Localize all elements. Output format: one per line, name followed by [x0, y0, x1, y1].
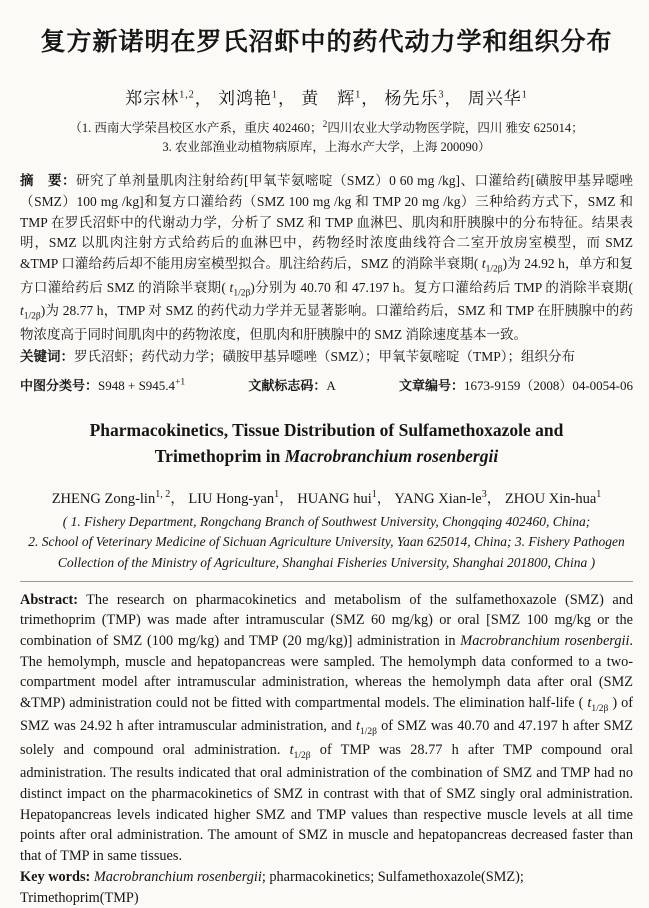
chinese-affiliation-line-1: （1. 西南大学荣昌校区水产系，重庆 402460；$^2$四川农业大学动物医学院，四川 雅安 625014；	[69, 120, 584, 136]
author-name: ZHOU Xin-hua	[504, 491, 597, 508]
english-affiliation-line-3: Collection of the Ministry of Agriculture, Shanghai Fisheries University, Shanghai 201800, China )	[57, 554, 596, 570]
author-superscript: 1	[272, 89, 278, 101]
author-name: 周兴华	[467, 89, 522, 108]
english-affiliation-line-1: ( 1. Fishery Department, Rongchang Branch of Southwest University, Chongqing 402460, China;	[62, 514, 591, 530]
author-superscript: 3	[438, 89, 445, 101]
english-affiliation-line-2: 2. School of Veterinary Medicine of Sichuan Agriculture University, Yaan 625014, China; 3. Fishery Pathogen	[28, 534, 625, 550]
author-separator: ，	[279, 491, 294, 508]
author-superscript: 3	[481, 489, 487, 501]
author-name: YANG Xian-le	[394, 491, 482, 508]
english-title	[50, 418, 603, 469]
author-separator: ，	[170, 491, 185, 508]
author-name: LIU Hong-yan	[188, 491, 275, 508]
english-abstract: Abstract: The research on pharmacokinetics and metabolism of the sulfamethoxazole (SMZ) and trimethoprim (TMP) was made after intramuscular (SMZ 60 mg/kg) or oral [SMZ 100 mg/kg or the combination of SMZ (100 mg/kg) and TMP (20 mg/kg)] administration in Macrobranchium rosenbergii. The hemolymph, muscle and hepatopancreas were sampled. The hemolymph data conformed to a two-compartment model after intramuscular administration, whereas the hemolymph data after oral (SMZ &TMP) administration could not be fitted with compartmental models. The elimination half-life ( $t_{1/2\beta}$ ) of SMZ was 24.92 h after intramuscular administration, and $t_{1/2\beta}$ of SMZ was 40.70 and 47.197 h after SMZ solely and compound oral administration. $t_{1/2\beta}$ of TMP was 28.77 h after TMP compound oral administration. The results indicated that oral administration of the combination of SMZ and TMP had no distinct impact on the pharmacokinetics of SMZ in contrast with that of SMZ singly oral administration. Hepatopancreas levels indicated higher SMZ and TMP values than respective muscle levels at all time points after oral administration. The amount of SMZ in muscle and hepatopancreas decreased faster than that of TMP in same tissues.	[20, 591, 633, 864]
document-code: 文献标志码：A	[248, 378, 336, 394]
author-separator: ，	[361, 89, 380, 108]
author-superscript: 1	[274, 489, 280, 501]
english-title-line2: Trimethoprim in Macrobranchium rosenbergii	[154, 445, 499, 466]
chinese-affiliation-line-2: 3. 农业部渔业动植物病原库，上海水产大学，上海 200090）	[162, 139, 491, 154]
author-superscript: 1	[355, 89, 362, 101]
author-name: ZHENG Zong-lin	[51, 491, 156, 508]
chinese-author-line	[20, 84, 633, 109]
author-separator: ，	[376, 491, 392, 508]
author-separator: ，	[444, 89, 463, 108]
author-superscript: 1,2	[179, 89, 195, 101]
english-author	[505, 491, 601, 507]
english-author-line	[20, 487, 633, 508]
chinese-abstract: 摘 要：研究了单剂量肌肉注射给药[甲氧苄氨嘧啶（SMZ）0 60 mg /kg]、口灌给药[磺胺甲基异噁唑（SMZ）100 mg /kg]和复方口灌给药（SMZ 100 mg /kg 和 TMP 20 mg /kg）三种给药方式下，SMZ 和 TMP 在罗氏沼虾中的代谢动力学，分析了 SMZ 和 TMP 血淋巴、肌肉和肝胰腺中的分布特征。结果表明，SMZ 以肌肉注射方式给药后的血淋巴中，药物经时浓度曲线符合二室开放房室模型，而 SMZ &TMP 口灌给药后却不能用房室模型拟合。肌注给药后，SMZ 的消除半衰期( $t_{1/2\beta}$)为 24.92 h，单方和复方口灌给药后 SMZ 的消除半衰期( $t_{1/2\beta}$)分别为 40.70 和 47.197 h。复方口灌给药后 TMP 的消除半衰期( $t_{1/2\beta}$)为 28.77 h，TMP 对 SMZ 的药代动力学并无显著影响。口灌给药后，SMZ 和 TMP 在肝胰腺中的药物浓度高于同时间肌肉中的药物浓度，但肌肉和肝胰腺中的 SMZ 消除速度基本一致。	[20, 172, 634, 342]
english-author	[394, 491, 501, 507]
author-separator: ，	[278, 89, 296, 108]
author-name: 杨先乐	[384, 89, 439, 108]
english-author	[297, 491, 391, 507]
author-name: HUANG hui	[297, 491, 372, 508]
author-separator: ，	[194, 89, 213, 108]
chinese-author	[385, 89, 463, 108]
author-name: 郑宗林	[125, 89, 180, 108]
author-name: 刘鸿艳	[218, 89, 272, 108]
author-superscript: 1	[371, 489, 377, 501]
author-name: 黄 辉	[301, 89, 356, 108]
clc-number: 中图分类号：$S948 + S945.4^{+1}$	[20, 378, 186, 394]
author-superscript: 1, 2	[155, 489, 171, 501]
article-id: 文章编号：1673-9159（2008）04-0054-06	[398, 378, 633, 394]
chinese-author	[218, 89, 296, 108]
author-superscript: 1	[521, 89, 528, 101]
english-keywords: Key words: Macrobranchium rosenbergii; pharmacokinetics; Sulfamethoxazole(SMZ); Trimethoprim(TMP)	[20, 869, 524, 906]
english-author	[188, 491, 293, 507]
chinese-keywords: 关键词：罗氏沼虾；药代动力学；磺胺甲基异噁唑（SMZ）；甲氧苄氨嘧啶（TMP）；组织分布	[20, 349, 576, 365]
chinese-author	[125, 89, 213, 108]
chinese-author	[301, 89, 379, 108]
section-divider	[20, 581, 633, 582]
classification-row	[20, 375, 633, 394]
chinese-author	[468, 89, 528, 108]
english-author	[52, 491, 185, 507]
english-title-line1: Pharmacokinetics, Tissue Distribution of Sulfamethoxazole and	[89, 420, 564, 441]
author-superscript: 1	[596, 489, 602, 501]
chinese-title: 复方新诺明在罗氏沼虾中的药代动力学和组织分布	[40, 27, 613, 56]
author-separator: ，	[486, 491, 502, 508]
